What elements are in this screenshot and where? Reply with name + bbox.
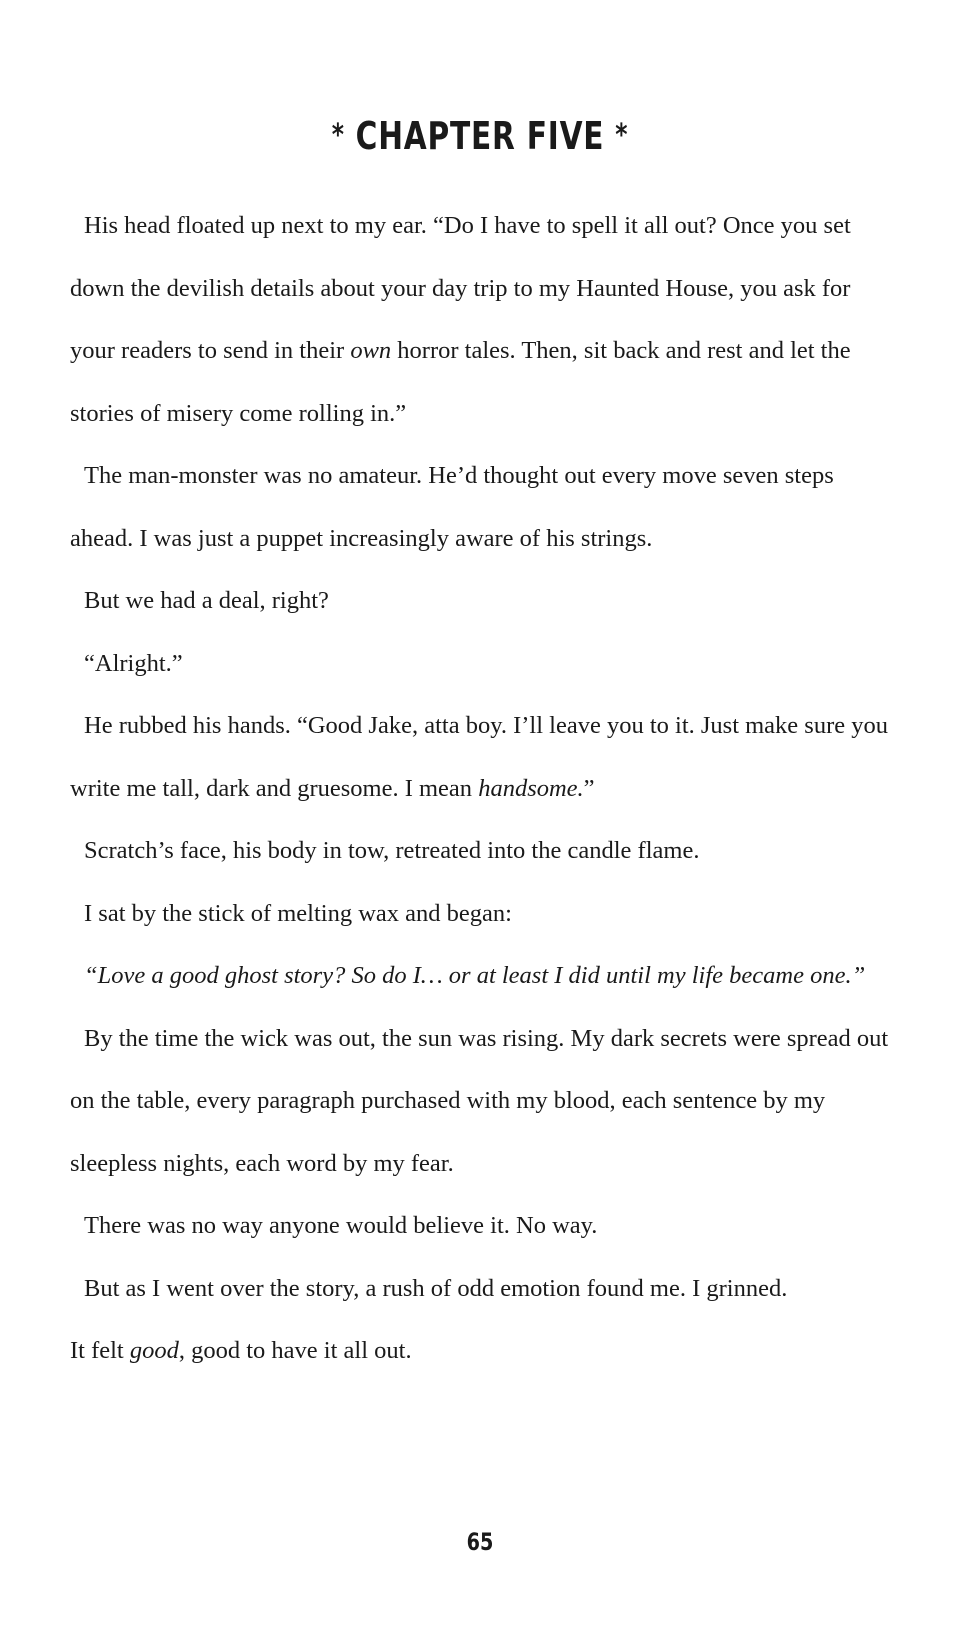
paragraph-text: ” — [583, 774, 595, 802]
chapter-heading — [106, 112, 855, 160]
chapter-title: CHAPTER FIVE — [355, 114, 605, 158]
paragraph: But as I went over the story, a rush of odd emotion found me. I grinned. — [84, 1274, 788, 1302]
paragraph-text: horror tales. Then, sit back and rest and let the stories of misery come rolling in.” — [70, 337, 851, 427]
paragraph: Scratch’s face, his body in tow, retreated into the candle flame. — [84, 837, 700, 864]
paragraph: But we had a deal, right? — [84, 587, 329, 614]
paragraph-text: It felt — [70, 1337, 130, 1364]
emphasis-text: good — [129, 1337, 179, 1364]
paragraph-text: His head floated up next to my ear. “Do I have to spell it all out? Once you set down the devilish details about your day trip to my Haunted House, you ask for your readers to send in their — [70, 212, 851, 364]
paragraph: There was no way anyone would believe it. No way. — [84, 1212, 598, 1239]
paragraph: The man-monster was no amateur. He’d thought out every move seven steps ahead. I was just a puppet increasingly aware of his strings. — [70, 462, 834, 552]
emphasis-text: handsome. — [478, 774, 584, 802]
paragraph: “Alright.” — [84, 649, 183, 677]
star-left: * — [331, 118, 345, 153]
paragraph — [70, 1320, 900, 1383]
page-number: 65 — [466, 1528, 494, 1556]
paragraph-text: , good to have it all out. — [178, 1337, 412, 1364]
emphasis-text: own — [350, 337, 392, 364]
star-right: * — [615, 118, 629, 153]
paragraph: I sat by the stick of melting wax and began: — [84, 899, 512, 927]
paragraph — [70, 195, 900, 445]
emphasis-text: “Love a good ghost story? So do I… or at least I did until my life became one.” — [84, 962, 866, 989]
paragraph-text: He rubbed his hands. “Good Jake, atta boy. I’ll leave you to it. Just make sure you write me tall, dark and gruesome. I mean — [70, 712, 889, 802]
paragraph: By the time the wick was out, the sun was rising. My dark secrets were spread out on the table, every paragraph purchased with my blood, each sentence by my sleepless nights, each word by my fear. — [70, 1024, 889, 1177]
paragraph-italic — [70, 945, 900, 1008]
paragraph — [70, 695, 900, 820]
chapter-body — [70, 195, 900, 1383]
